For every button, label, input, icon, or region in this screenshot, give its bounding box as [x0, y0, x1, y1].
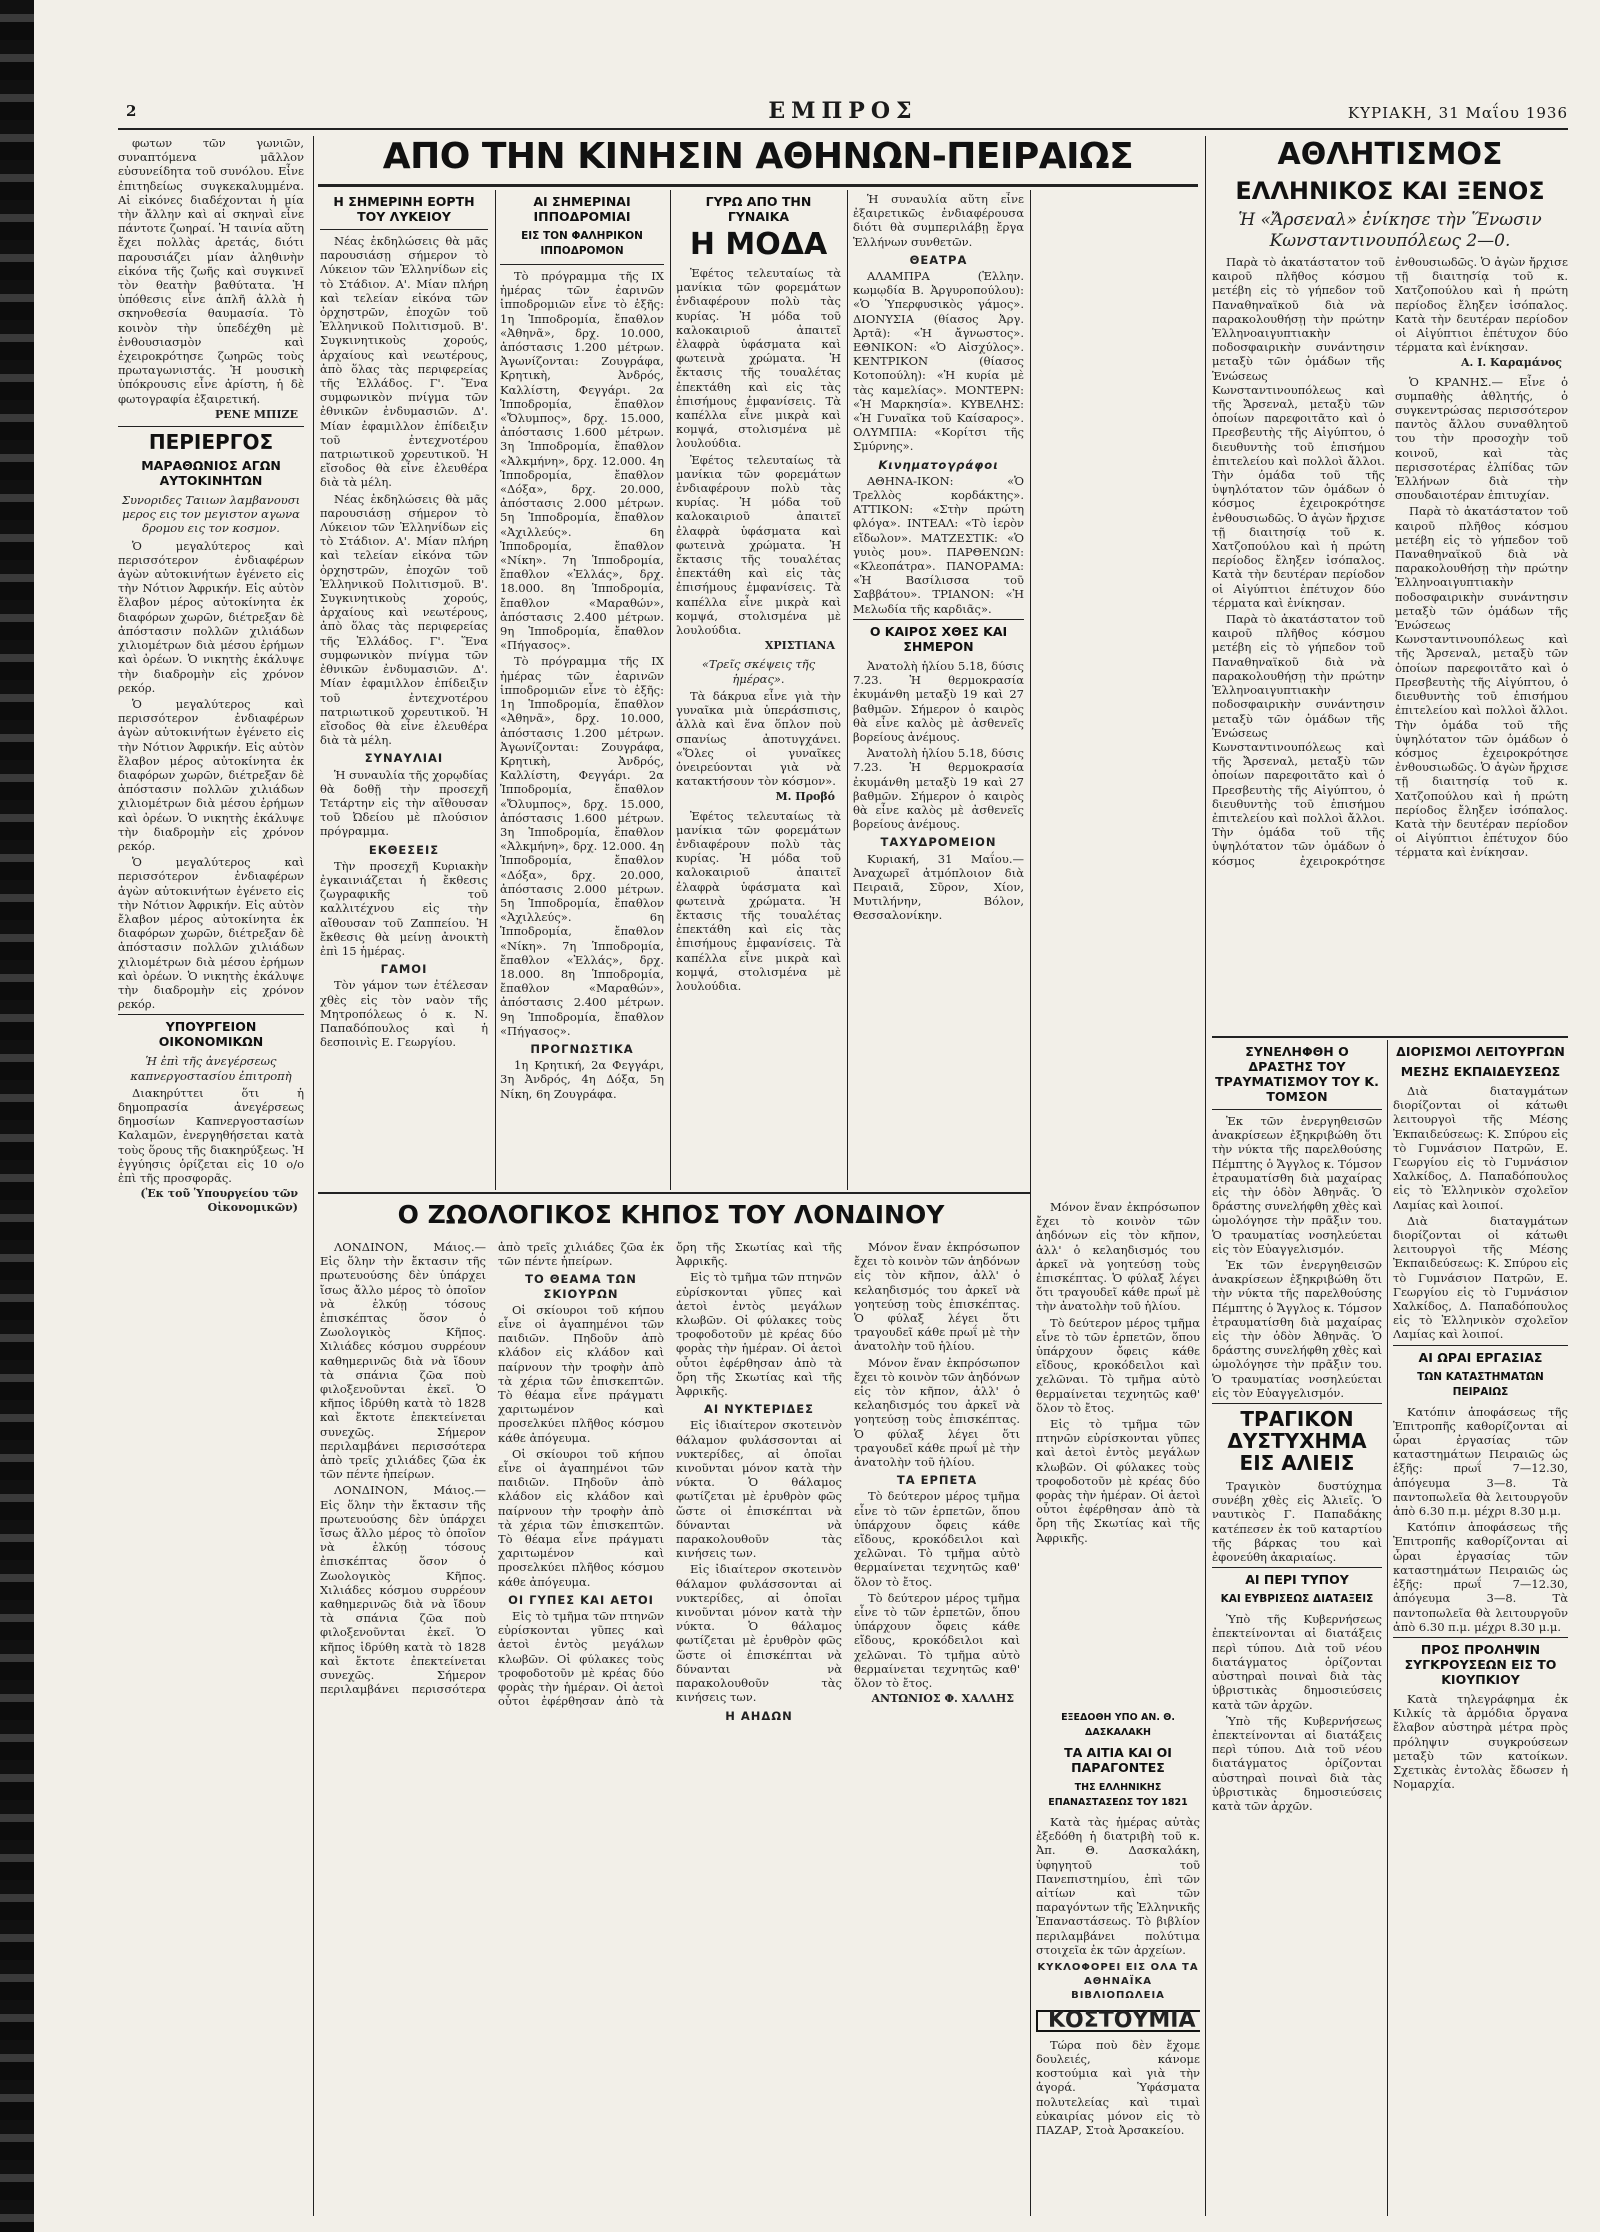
listings-text: ΑΘΗΝΑ-ΙΚΟΝ: «Ὁ Τρελλὸς κορδάκτης». ΑΤΤΙΚΟΝ: «Στὴν πρώτη φλόγα». ΙΝΤΕΑΛ: «Τὸ ἱερὸν εἴδωλον». ΜΑΤΖΕΣΤΙΚ: «Ὁ γυιὸς μου». ΠΑΡΘΕΝΩΝ: «Κλεοπάτρα». ΠΑΝΟΡΑΜΑ: «Ἡ Βασίλισσα τοῦ Σαββάτου». ΤΡΙΑΝΟΝ: «Ἡ Μελωδία τῆς καρδιᾶς». [853, 473, 1024, 616]
column-7 [1393, 1042, 1568, 2216]
article-text: Ὁ ΚΡΑΝΗΣ.— Εἶνε ὁ συμπαθὴς ἀθλητής, ὁ συγκεντρώσας περισσότερον παντὸς ἄλλου συναθλητοῦ του τὴν προσοχὴν τοῦ κοινοῦ, καὶ τὰς περισσοτέρας ἐλπίδας τῶν Ἑλλήνων διὰ τὴν σπουδαιοτέραν ἐπιτυχίαν. [1395, 374, 1568, 503]
article-headline: ΤΡΑΓΙΚΟΝ ΔΥΣΤΥΧΗΜΑ ΕΙΣ ΑΛΙΕΙΣ [1227, 1407, 1367, 1476]
article-text: Ὁ μεγαλύτερος καὶ περισσότερον ἐνδιαφέρων ἀγὼν αὐτοκινήτων ἐγένετο εἰς τὴν Νότιον Ἀφρικήν. Εἰς αὐτὸν ἔλαβον μέρος αὐτοκίνητα ἐκ διαφόρων χωρῶν, διέτρεξαν δὲ ἀπόστασιν πολλῶν χιλιάδων χιλιομέτρων διὰ μέσου ἐρήμων καὶ ὀρέων. Ὁ νικητὴς ἐκάλυψε τὴν διαδρομὴν εἰς χρόνον ρεκόρ. [118, 696, 304, 853]
masthead-rule [118, 128, 1568, 130]
divider [118, 426, 304, 427]
divider [853, 619, 1024, 620]
article-byline: (Ἐκ τοῦ Ὑπουργείου τῶν Οἰκονομικῶν) [140, 1187, 298, 1215]
section-heading: Η ΑΗΔΩΝ [725, 1708, 793, 1723]
column-rule [1387, 1040, 1388, 2216]
article-headline: ΠΡΟΣ ΠΡΟΛΗΨΙΝ ΣΥΓΚΡΟΥΣΕΩΝ ΕΙΣ ΤΟ ΚΙΟΥΠΚΙΟΥ [1404, 1641, 1557, 1687]
column-1 [118, 136, 304, 2216]
article-byline: ΡΕΝΕ ΜΠΙΖΕ [214, 407, 298, 421]
divider [1212, 1109, 1382, 1110]
section-heading: ΤΟ ΘΕΑΜΑ ΤΩΝ ΣΚΙΟΥΡΩΝ [525, 1272, 637, 1301]
column-rule [313, 136, 314, 2216]
section-heading: ΠΡΟΓΝΩΣΤΙΚΑ [530, 1041, 634, 1056]
article-text: Ὑπὸ τῆς Κυβερνήσεως ἐπεκτείνονται αἱ διατάξεις περὶ τύπου. Διὰ τοῦ νέου διατάγματος ὁρίζονται αὐστηραὶ ποιναὶ διὰ τὰς ὑβριστικὰς δημοσιεύσεις κατὰ τῶν ἀρχῶν. [1212, 1713, 1382, 1813]
section-kicker: ΕΞΕΔΟΘΗ ΥΠΟ ΑΝ. Θ. ΔΑΣΚΑΛΑΚΗ [1061, 1712, 1175, 1738]
section-heading: ΕΚΘΕΣΕΙΣ [368, 842, 440, 857]
article-text: Ὁ μεγαλύτερος καὶ περισσότερον ἐνδιαφέρων ἀγὼν αὐτοκινήτων ἐγένετο εἰς τὴν Νότιον Ἀφρικήν. Εἰς αὐτὸν ἔλαβον μέρος αὐτοκίνητα ἐκ διαφόρων χωρῶν, διέτρεξαν δὲ ἀπόστασιν πολλῶν χιλιάδων χιλιομέτρων διὰ μέσου ἐρήμων καὶ ὀρέων. Ὁ νικητὴς ἐκάλυψε τὴν διαδρομὴν εἰς χρόνον ρεκόρ. [118, 855, 304, 1012]
article-text: Τὸ πρόγραμμα τῆς ΙΧ ἡμέρας τῶν ἐαρινῶν ἱπποδρομιῶν εἶνε τὸ ἑξῆς: 1η Ἱπποδρομία, ἔπαθλον «Ἀθηνᾶ», δρχ. 10.000, ἀπόστασις 1.200 μέτρων. Ἀγωνίζονται: Ζουγράφα, Κρητικὴ, Ἀνδρός, Καλλίστη, Φεγγάρι. 2α Ἱπποδρομία, ἔπαθλον «Ὄλυμπος», δρχ. 15.000, ἀπόστασις 1.600 μέτρων. 3η Ἱπποδρομία, ἔπαθλον «Ἀλκμήνη», δρχ. 12.000. 4η Ἱπποδρομία, ἔπαθλον «Δόξα», δρχ. 20.000, ἀπόστασις 2.000 μέτρων. 5η Ἱπποδρομία, ἔπαθλον «Ἀχιλλεύς». 6η Ἱπποδρομία, ἔπαθλον «Νίκη». 7η Ἱπποδρομία, ἔπαθλον «Ἑλλάς», δρχ. 18.000. 8η Ἱπποδρομία, ἔπαθλον «Μαραθών», ἀπόστασις 2.400 μέτρων. 9η Ἱπποδρομία, ἔπαθλον «Πήγασος». [500, 269, 664, 653]
divider [500, 264, 664, 265]
article-text: 1η Κρητική, 2α Φεγγάρι, 3η Ἀνδρός, 4η Δόξα, 5η Νίκη, 6η Ζουγράφα. [500, 1058, 664, 1101]
article-text: Κατὰ τηλεγράφημα ἐκ Κιλκίς τὰ ἀρμόδια ὄργανα ἔλαβον αὐστηρὰ μέτρα πρὸς πρόληψιν συγκρούσεων μεταξὺ τῶν κατοίκων. Σχετικὰς ἐντολὰς ἔδωσεν ἡ Νομαρχία. [1393, 1691, 1568, 1792]
article-text: Τὰ δάκρυα εἶνε γιὰ τὴν γυναῖκα μιὰ ὑπεράσπισις, ἀλλὰ καὶ ἕνα ὅπλον ποὺ σπανίως ἀποτυγχάνει. «Ὅλες οἱ γυναῖκες ὀνειρεύονται γιὰ νὰ κατακτήσουν τὸν κόσμον». [676, 688, 841, 789]
article-text: ΛΟΝΔΙΝΟΝ, Μάιος.— Εἰς ὅλην τὴν ἔκτασιν τῆς πρωτευούσης δὲν ὑπάρχει ἴσως ἄλλο μέρος τὸ ὁποῖον νὰ ἑλκύῃ τόσους ἐπισκέπτας ὅσον ὁ Ζωολογικὸς Κῆπος. Χιλιάδες κόσμου συρρέουν καθημερινῶς διὰ νὰ ἴδουν τὰ σπάνια ζῶα ποὺ φιλοξενοῦνται ἐκεῖ. Ὁ κῆπος ἱδρύθη κατὰ τὸ 1828 καὶ ἔκτοτε ἐπεκτείνεται συνεχῶς. Σήμερον περιλαμβάνει περισσότερα ἀπὸ τρεῖς χιλιάδες ζῶα ἐκ τῶν πέντε ἠπείρων. [320, 1240, 486, 1482]
divider [1393, 1637, 1568, 1638]
article-headline: ΑΙ ΩΡΑΙ ΕΡΓΑΣΙΑΣ [1418, 1349, 1543, 1365]
zoo-article [320, 1240, 1020, 2216]
article-text: Κατὰ τὰς ἡμέρας αὐτὰς ἐξεδόθη ἡ διατριβὴ τοῦ κ. Ἀπ. Θ. Δασκαλάκη, ὑφηγητοῦ τοῦ Πανεπιστημίου, ἐπὶ τῶν αἰτίων καὶ τῶν παραγόντων τῆς Ἑλληνικῆς Ἐπαναστάσεως. Τὸ βιβλίον περιλαμβάνει πολύτιμα στοιχεῖα ἐκ τῶν ἀρχείων. [1036, 1815, 1200, 1957]
article-text: Τὸ δεύτερον μέρος τμῆμα εἶνε τὸ τῶν ἑρπετῶν, ὅπου ὑπάρχουν ὄφεις κάθε εἴδους, κροκόδειλοι καὶ χελῶναι. Τὸ τμῆμα αὐτὸ θερμαίνεται τεχνητῶς καθ' ὅλον τὸ ἔτος. [1036, 1315, 1200, 1415]
article-text: Εἰς ἰδιαίτερον σκοτεινὸν θάλαμον φυλάσσονται αἱ νυκτερίδες, αἱ ὁποῖαι κινοῦνται μόνον κατὰ τὴν νύκτα. Ὁ θάλαμος φωτίζεται μὲ ἐρυθρὸν φῶς ὥστε οἱ ἐπισκέπται νὰ δύνανται νὰ παρακολουθοῦν τὰς κινήσεις των. [676, 1418, 842, 1561]
availability-line: ΚΥΚΛΟΦΟΡΕΙ ΕΙΣ ΟΛΑ ΤΑ ΑΘΗΝΑΪΚΑ ΒΙΒΛΙΟΠΩΛΕΙΑ [1037, 1962, 1199, 2002]
column-2 [320, 192, 488, 1187]
section-heading: ΟΙ ΓΥΠΕΣ ΚΑΙ ΑΕΤΟΙ [508, 1592, 654, 1607]
article-text: Παρὰ τὸ ἀκατάστατον τοῦ καιροῦ πλῆθος κόσμου μετέβη εἰς τὸ γήπεδον τοῦ Παναθηναϊκοῦ διὰ νὰ παρακολουθήσῃ τὴν πρώτην Ἑλληνοαιγυπτιακὴν ποδοσφαιρικὴν συνάντησιν μεταξὺ τῶν ὁμάδων τῆς Ἑνώσεως Κωνσταντινουπόλεως καὶ τῆς Ἄρσεναλ, μεταξὺ τῶν ὁποίων παρεφοιτᾶτο καὶ ὁ Πρεσβευτὴς τῆς Αἰγύπτου, ὁ διευθυντὴς τοῦ ἐπισήμου ἐπιτελείου καὶ πολλοὶ ἄλλοι. Τὴν ὁμάδα τοῦ τῆς ὑψηλότατον τῶν ὁμάδων ὁ κόσμος ἐχειροκρότησε ἐνθουσιωδῶς. Ὁ ἀγὼν ἤρχισε τῇ διαιτησίᾳ τοῦ κ. Χατζοπούλου καὶ ἡ πρώτη περίοδος ἔληξεν ἰσόπαλος. Κατὰ τὴν δευτέραν περίοδον οἱ Αἰγύπτιοι ἐπέτυχον δύο τέρματα καὶ ἐνίκησαν. [1395, 504, 1568, 860]
divider [320, 229, 488, 230]
article-text: Τὸ δεύτερον μέρος τμῆμα εἶνε τὸ τῶν ἑρπετῶν, ὅπου ὑπάρχουν ὄφεις κάθε εἴδους, κροκόδειλοι καὶ χελῶναι. Τὸ τμῆμα αὐτὸ θερμαίνεται τεχνητῶς καθ' ὅλον τὸ ἔτος. [854, 1590, 1020, 1691]
article-subheadline: ΜΑΡΑΘΩΝΙΟΣ ΑΓΩΝ ΑΥΤΟΚΙΝΗΤΩΝ [141, 458, 281, 489]
sports-article [1212, 255, 1568, 868]
article-headline: ΣΥΝΕΛΗΦΘΗ Ο ΔΡΑΣΤΗΣ ΤΟΥ ΤΡΑΥΜΑΤΙΣΜΟΥ ΤΟΥ Κ. ΤΟΜΣΟΝ [1215, 1044, 1379, 1104]
newspaper-name: ΕΜΠΡΟΣ [768, 98, 918, 124]
article-byline: ΧΡΙΣΤΙΑΝΑ [764, 639, 835, 653]
article-text: Κατόπιν ἀποφάσεως τῆς Ἐπιτροπῆς καθορίζονται αἱ ὧραι ἐργασίας τῶν καταστημάτων Πειραιῶς ὡς ἑξῆς: πρωΐ 7—12.30, ἀπόγευμα 3—8. Τὰ παντοπωλεῖα θὰ λειτουργοῦν ἀπὸ 6.30 π.μ. μέχρι 8.30 μ.μ. [1393, 1404, 1568, 1519]
column-rule [495, 190, 496, 1190]
article-text: Τραγικὸν δυστύχημα συνέβη χθὲς εἰς Ἁλιεῖς. Ὁ ναυτικὸς Γ. Παπαδάκης κατέπεσεν ἐκ τοῦ καταρτίου τῆς βάρκας του καὶ ἐφονεύθη ἀκαριαίως. [1212, 1479, 1382, 1565]
article-headline: Η ΜΟΔΑ [689, 227, 828, 262]
section-heading: ΤΑΧΥΔΡΟΜΕΙΟΝ [880, 835, 997, 850]
divider [118, 1014, 304, 1015]
masthead [118, 98, 1568, 128]
article-text: Εἰς τὸ τμῆμα τῶν πτηνῶν εὑρίσκονται γῦπες καὶ ἀετοὶ ἐντὸς μεγάλων κλωβῶν. Οἱ φύλακες τοὺς τροφοδοτοῦν μὲ κρέας δύο φορὰς τὴν ἡμέραν. Οἱ ἀετοὶ οὗτοι ἐφέρθησαν ἀπὸ τὰ ὄρη τῆς Σκωτίας καὶ τῆς Ἀφρικῆς. [676, 1270, 842, 1399]
article-text: Διακηρύττει ὅτι ἡ δημοπρασία ἀνεγέρσεως δημοσίων Καπνεργοστασίων Καλαμῶν, ἐνεργηθήσεται κατὰ τοὺς ὅρους τῆς διακηρύξεως. Ἡ ἐγγύησις ὁρίζεται εἰς 10 ο/ο ἐπὶ τῆς προσφορᾶς. [118, 1085, 304, 1185]
column-6 [1212, 1042, 1382, 2216]
section-heading: ΓΑΜΟΙ [380, 962, 428, 977]
book-announcement [1036, 1708, 1200, 2216]
article-text: Ἐκ τῶν ἐνεργηθεισῶν ἀνακρίσεων ἐξηκριβώθη ὅτι τὴν νύκτα τῆς παρελθούσης Πέμπτης ὁ Ἄγγλος κ. Τόμσον ἐτραυματίσθη διὰ μαχαίρας εἰς τὴν ὁδὸν Ἀθηνᾶς. Ὁ δράστης συνελήφθη χθὲς καὶ ὡμολόγησε τὴν πρᾶξιν του. Ὁ τραυματίας νοσηλεύεται εἰς τὸν Εὐαγγελισμόν. [1212, 1114, 1382, 1256]
article-text: Μόνον ἕναν ἐκπρόσωπον ἔχει τὸ κοινὸν τῶν ἀηδόνων εἰς τὸν κῆπον, ἀλλ' ὁ κελαηδισμός του ἀρκεῖ νὰ γοητεύσῃ τοὺς ἐπισκέπτας. Ὁ φύλαξ λέγει ὅτι τραγουδεῖ κάθε πρωΐ μὲ τὴν ἀνατολὴν τοῦ ἡλίου. [854, 1240, 1020, 1354]
costume-ad [1036, 2007, 1200, 2033]
article-text: Οἱ σκίουροι τοῦ κήπου εἶνε οἱ ἀγαπημένοι τῶν παιδιῶν. Πηδοῦν ἀπὸ κλάδον εἰς κλάδον καὶ παίρνουν τὴν τροφὴν ἀπὸ τὰ χέρια τῶν ἐπισκεπτῶν. Τὸ θέαμα εἶνε πράγματι χαριτωμένον καὶ προσελκύει πλῆθος κόσμου κάθε ἀπόγευμα. [498, 1302, 664, 1445]
article-subheadline: ΚΑΙ ΕΥΒΡΙΣΕΩΣ ΔΙΑΤΑΞΕΙΣ [1220, 1593, 1374, 1606]
article-headline: ΠΕΡΙΕΡΓΟΣ [148, 430, 274, 455]
article-headline: ΥΠΟΥΡΓΕΙΟΝ ΟΙΚΟΝΟΜΙΚΩΝ [158, 1019, 264, 1050]
article-text: Διὰ διαταγμάτων διορίζονται οἱ κάτωθι λειτουργοὶ τῆς Μέσης Ἐκπαιδεύσεως: Κ. Σπύρου εἰς τὸ Γυμνάσιον Πατρῶν, Ε. Γεωργίου εἰς τὸ Γυμνάσιον Χαλκίδος, Δ. Παπαδόπουλος εἰς τὸ Ἑλληνικὸν σχολεῖον Λαμίας καὶ λοιποί. [1393, 1084, 1568, 1212]
section-kicker: ΓΥΡΩ ΑΠΟ ΤΗΝ ΓΥΝΑΙΚΑ [705, 194, 812, 224]
column-rule [1030, 190, 1031, 2216]
article-subheadline: ΤΗΣ ΕΛΛΗΝΙΚΗΣ ΕΠΑΝΑΣΤΑΣΕΩΣ ΤΟΥ 1821 [1048, 1782, 1188, 1808]
section-rule [1212, 1036, 1568, 1038]
section-title: ΑΘΛΗΤΙΣΜΟΣ [1277, 137, 1503, 172]
divider [1212, 1567, 1382, 1568]
article-text: Διὰ διαταγμάτων διορίζονται οἱ κάτωθι λειτουργοὶ τῆς Μέσης Ἐκπαιδεύσεως: Κ. Σπύρου εἰς τὸ Γυμνάσιον Πατρῶν, Ε. Γεωργίου εἰς τὸ Γυμνάσιον Χαλκίδος, Δ. Παπαδόπουλος εἰς τὸ Ἑλληνικὸν σχολεῖον Λαμίας καὶ λοιποί. [1393, 1213, 1568, 1342]
section-subtitle: ΕΛΛΗΝΙΚΟΣ ΚΑΙ ΞΕΝΟΣ [1235, 177, 1545, 205]
column-4 [676, 192, 841, 1187]
article-text: ΛΟΝΔΙΝΟΝ, Μάιος.— Εἰς ὅλην τὴν ἔκτασιν τῆς πρωτευούσης δὲν ὑπάρχει ἴσως ἄλλο μέρος τὸ ὁποῖον νὰ ἑλκύῃ τόσους ἐπισκέπτας ὅσον ὁ Ζωολογικὸς Κῆπος. Χιλιάδες κόσμου συρρέουν καθημερινῶς διὰ νὰ ἴδουν τὰ σπάνια ζῶα ποὺ φιλοξενοῦνται ἐκεῖ. Ὁ κῆπος ἱδρύθη κατὰ τὸ 1828 καὶ ἔκτοτε ἐπεκτείνεται συνεχῶς. Σήμερον περιλαμβάνει περισσότερα ἀπὸ τρεῖς χιλιάδες ζῶα ἐκ τῶν πέντε ἠπείρων. [320, 1240, 664, 1697]
section-heading: ΑΙ ΝΥΚΤΕΡΙΔΕΣ [703, 1402, 815, 1417]
column-rule [847, 190, 848, 1190]
article-text: Νέας ἐκδηλώσεις θὰ μᾶς παρουσιάσῃ σήμερον τὸ Λύκειον τῶν Ἑλληνίδων εἰς τὸ Στάδιον. Α'. Μίαν πλήρη καὶ τελείαν εἰκόνα τῶν ὀρχηστρῶν, ἐποχῶν τοῦ Ἑλληνικοῦ Πολιτισμοῦ. Β'. Συγκινητικοὺς χορούς, ἀρχαίους καὶ νεωτέρους, ἀπὸ ὅλας τὰς περιφερείας τῆς Ἑλλάδος. Γ'. Ἕνα συμφωνικὸν πνίγμα τῶν ἐθνικῶν ἐνδυμασιῶν. Δ'. Μίαν ἐφαμιλλον ἐπίδειξιν τοῦ ἐντεχνοτέρου πατριωτικοῦ χορευτικοῦ. Ἡ εἴσοδος θὰ εἶνε ἐλευθέρα διὰ τὰ μέλη. [320, 491, 488, 748]
article-text: Παρὰ τὸ ἀκατάστατον τοῦ καιροῦ πλῆθος κόσμου μετέβη εἰς τὸ γήπεδον τοῦ Παναθηναϊκοῦ διὰ νὰ παρακολουθήσῃ τὴν πρώτην Ἑλληνοαιγυπτιακὴν ποδοσφαιρικὴν συνάντησιν μεταξὺ τῶν ὁμάδων τῆς Ἑνώσεως Κωνσταντινουπόλεως καὶ τῆς Ἄρσεναλ, μεταξὺ τῶν ὁποίων παρεφοιτᾶτο καὶ ὁ Πρεσβευτὴς τῆς Αἰγύπτου, ὁ διευθυντὴς τοῦ ἐπισήμου ἐπιτελείου καὶ πολλοὶ ἄλλοι. Τὴν ὁμάδα τοῦ τῆς ὑψηλότατον τῶν ὁμάδων ὁ κόσμος ἐχειροκρότησε ἐνθουσιωδῶς. Ὁ ἀγὼν ἤρχισε τῇ διαιτησίᾳ τοῦ κ. Χατζοπούλου καὶ ἡ πρώτη περίοδος ἔληξεν ἰσόπαλος. Κατὰ τὴν δευτέραν περίοδον οἱ Αἰγύπτιοι ἐπέτυχον δύο τέρματα καὶ ἐνίκησαν. [1212, 255, 1568, 868]
article-text: Ἐφέτος τελευταίως τὰ μανίκια τῶν φορεμάτων ἐνδιαφέρουν πολὺ τὰς κυρίας. Ἡ μόδα τοῦ καλοκαιριοῦ ἀπαιτεῖ ἐλαφρὰ ὑφάσματα καὶ φωτεινὰ χρώματα. Ἡ ἔκτασις τῆς τουαλέτας ἐπεκτάθη καὶ εἰς τὰς ἐπισήμους ἐμφανίσεις. Τὰ καπέλλα εἶνε μικρὰ καὶ κομψά, στολισμένα μὲ λουλούδια. [676, 266, 841, 451]
article-headline: ΤΑ ΑΙΤΙΑ ΚΑΙ ΟΙ ΠΑΡΑΓΟΝΤΕΣ [1064, 1745, 1172, 1775]
listings-text: ΑΛΑΜΠΡΑ (Ἑλλην. κωμῳδία Β. Ἀργυροπούλου): «Ὁ Ὑπερφυσικὸς γάμος». ΔΙΟΝΥΣΙΑ (θίασος Ἀργ. Ἀρτᾶ): «Ἡ ἄγνωστος». ΕΘΝΙΚΟΝ: «Ὁ Αἰσχύλος». ΚΕΝΤΡΙΚΟΝ (θίασος Κοτοπούλη): «Ἡ κυρία μὲ τὰς καμελίας». ΜΟΝΤΕΡΝ: «Ἡ Μαρκησία». ΚΥΒΕΛΗΣ: «Ἡ Γυναῖκα τοῦ Καίσαρος». ΟΛΥΜΠΙΑ: «Κορίτσι τῆς Σμύρνης». [853, 269, 1024, 454]
article-text: Ἡ συναυλία αὕτη εἶνε ἐξαιρετικῶς ἐνδιαφέρουσα διότι θὰ συμπεριλάβῃ ἔργα Ἑλλήνων συνθετῶν. [853, 192, 1024, 249]
article-text: Εἰς τὸ τμῆμα τῶν πτηνῶν εὑρίσκονται γῦπες καὶ ἀετοὶ ἐντὸς μεγάλων κλωβῶν. Οἱ φύλακες τοὺς τροφοδοτοῦν μὲ κρέας δύο φορὰς τὴν ἡμέραν. Οἱ ἀετοὶ οὗτοι ἐφέρθησαν ἀπὸ τὰ ὄρη τῆς Σκωτίας καὶ τῆς Ἀφρικῆς. [498, 1240, 842, 1709]
article-text: Τὸν γάμον των ἐτέλεσαν χθὲς εἰς τὸν ναὸν τῆς Μητροπόλεως ὁ κ. Ν. Παπαδόπουλος καὶ ἡ δεσποινὶς Ε. Γεωργίου. [320, 978, 488, 1050]
column-rule [670, 190, 671, 1190]
article-text: Ὁ μεγαλύτερος καὶ περισσότερον ἐνδιαφέρων ἀγὼν αὐτοκινήτων ἐγένετο εἰς τὴν Νότιον Ἀφρικήν. Εἰς αὐτὸν ἔλαβον μέρος αὐτοκίνητα ἐκ διαφόρων χωρῶν, διέτρεξαν δὲ ἀπόστασιν πολλῶν χιλιάδων χιλιομέτρων διὰ μέσου ἐρήμων καὶ ὀρέων. Ὁ νικητὴς ἐκάλυψε τὴν διαδρομὴν εἰς χρόνον ρεκόρ. [118, 538, 304, 695]
issue-date: ΚΥΡΙΑΚΗ, 31 Μαΐου 1936 [1347, 104, 1568, 122]
article-text: Εἰς ἰδιαίτερον σκοτεινὸν θάλαμον φυλάσσονται αἱ νυκτερίδες, αἱ ὁποῖαι κινοῦνται μόνον κατὰ τὴν νύκτα. Ὁ θάλαμος φωτίζεται μὲ ἐρυθρὸν φῶς ὥστε οἱ ἐπισκέπται νὰ δύνανται νὰ παρακολουθοῦν τὰς κινήσεις των. [676, 1562, 842, 1705]
section-heading: ΤΑ ΕΡΠΕΤΑ [896, 1473, 978, 1488]
main-banner-headline: ΑΠΟ ΤΗΝ ΚΙΝΗΣΙΝ ΑΘΗΝΩΝ-ΠΕΙΡΑΙΩΣ [382, 136, 1134, 177]
article-text: Ἐφέτος τελευταίως τὰ μανίκια τῶν φορεμάτων ἐνδιαφέρουν πολὺ τὰς κυρίας. Ἡ μόδα τοῦ καλοκαιριοῦ ἀπαιτεῖ ἐλαφρὰ ὑφάσματα καὶ φωτεινὰ χρώματα. Ἡ ἔκτασις τῆς τουαλέτας ἐπεκτάθη καὶ εἰς τὰς ἐπισήμους ἐμφανίσεις. Τὰ καπέλλα εἶνε μικρὰ καὶ κομψά, στολισμένα μὲ λουλούδια. [676, 808, 841, 993]
article-deck: «Τρεῖς σκέψεις τῆς ἡμέρας». [701, 657, 816, 686]
article-text: Ἐκ τῶν ἐνεργηθεισῶν ἀνακρίσεων ἐξηκριβώθη ὅτι τὴν νύκτα τῆς παρελθούσης Πέμπτης ὁ Ἄγγλος κ. Τόμσον ἐτραυματίσθη διὰ μαχαίρας εἰς τὴν ὁδὸν Ἀθηνᾶς. Ὁ δράστης συνελήφθη χθὲς καὶ ὡμολόγησε τὴν πρᾶξιν του. Ὁ τραυματίας νοσηλεύεται εἰς τὸν Εὐαγγελισμόν. [1212, 1258, 1382, 1400]
article-deck: Ἡ «Ἄρσεναλ» ἐνίκησε τὴν Ἕνωσιν Κωνσταντινουπόλεως 2—0. [1238, 210, 1542, 251]
article-headline: ΔΙΟΡΙΣΜΟΙ ΛΕΙΤΟΥΡΓΩΝ [1396, 1044, 1565, 1059]
article-text: Τὸ δεύτερον μέρος τμῆμα εἶνε τὸ τῶν ἑρπετῶν, ὅπου ὑπάρχουν ὄφεις κάθε εἴδους, κροκόδειλοι καὶ χελῶναι. Τὸ τμῆμα αὐτὸ θερμαίνεται τεχνητῶς καθ' ὅλον τὸ ἔτος. [854, 1489, 1020, 1589]
page-number: 2 [126, 102, 137, 120]
article-headline: ΑΙ ΠΕΡΙ ΤΥΠΟΥ [1245, 1572, 1349, 1588]
article-subheadline: ΕΙΣ ΤΟΝ ΦΑΛΗΡΙΚΟΝ ΙΠΠΟΔΡΟΜΟΝ [521, 230, 643, 257]
column-rule [1205, 136, 1206, 2216]
article-headline: ΑΙ ΣΗΜΕΡΙΝΑΙ ΙΠΠΟΔΡΟΜΙΑΙ [533, 194, 631, 224]
article-text: Ἀνατολὴ ἡλίου 5.18, δύσις 7.23. Ἡ θερμοκρασία ἐκυμάνθη μεταξὺ 19 καὶ 27 βαθμῶν. Σήμερον ὁ καιρὸς θὰ εἶνε καλὸς μὲ ἀσθενεῖς βορείους ἀνέμους. [853, 658, 1024, 744]
article-text: Κυριακή, 31 Μαΐου.— Ἀναχωρεῖ ἀτμόπλοιον διὰ Πειραιᾶ, Σῦρον, Χίον, Μυτιλήνην, Βόλον, Θεσσαλονίκην. [853, 851, 1024, 923]
banner-rule [318, 184, 1198, 187]
article-text: Τὸ πρόγραμμα τῆς ΙΧ ἡμέρας τῶν ἐαρινῶν ἱπποδρομιῶν εἶνε τὸ ἑξῆς: 1η Ἱπποδρομία, ἔπαθλον «Ἀθηνᾶ», δρχ. 10.000, ἀπόστασις 1.200 μέτρων. Ἀγωνίζονται: Ζουγράφα, Κρητικὴ, Ἀνδρός, Καλλίστη, Φεγγάρι. 2α Ἱπποδρομία, ἔπαθλον «Ὄλυμπος», δρχ. 15.000, ἀπόστασις 1.600 μέτρων. 3η Ἱπποδρομία, ἔπαθλον «Ἀλκμήνη», δρχ. 12.000. 4η Ἱπποδρομία, ἔπαθλον «Δόξα», δρχ. 20.000, ἀπόστασις 2.000 μέτρων. 5η Ἱπποδρομία, ἔπαθλον «Ἀχιλλεύς». 6η Ἱπποδρομία, ἔπαθλον «Νίκη». 7η Ἱπποδρομία, ἔπαθλον «Ἑλλάς», δρχ. 18.000. 8η Ἱπποδρομία, ἔπαθλον «Μαραθών», ἀπόστασις 2.400 μέτρων. 9η Ἱπποδρομία, ἔπαθλον «Πήγασος». [500, 654, 664, 1038]
article-byline: ΑΝΤΩΝΙΟΣ Φ. ΧΑΛΛΗΣ [871, 1692, 1014, 1706]
article-subheadline: ΜΕΣΗΣ ΕΚΠΑΙΔΕΥΣΕΩΣ [1400, 1064, 1561, 1079]
ad-text: Τώρα ποὺ δὲν ἔχομε δουλειές, κάνομε κοστούμια καὶ γιὰ τὴν ἀγορά. Ὑφάσματα πολυτελείας καὶ τιμαὶ εὐκαιρίας μόνον εἰς τὸ ΠΑΖΑΡ, Στοὰ Ἀρσακείου. [1036, 2037, 1200, 2138]
article-subheadline: ΤΩΝ ΚΑΤΑΣΤΗΜΑΤΩΝ ΠΕΙΡΑΙΩΣ [1417, 1370, 1544, 1398]
article-text: Τὴν προσεχῆ Κυριακὴν ἐγκαινιάζεται ἡ ἔκθεσις ζωγραφικῆς τοῦ καλλιτέχνου εἰς τὴν αἴθουσαν τοῦ Ζαππείου. Ἡ ἔκθεσις θὰ μείνῃ ἀνοικτὴ ἐπὶ 15 ἡμέρας. [320, 858, 488, 958]
section-rule [318, 1192, 1030, 1194]
zoo-headline: Ο ΖΩΟΛΟΓΙΚΟΣ ΚΗΠΟΣ ΤΟΥ ΛΟΝΔΙΝΟΥ [397, 1200, 945, 1229]
costume-ad-title: ΚΟΣΤΟΥΜΙΑ [1036, 2010, 1200, 2032]
article-text: Ἐφέτος τελευταίως τὰ μανίκια τῶν φορεμάτων ἐνδιαφέρουν πολὺ τὰς κυρίας. Ἡ μόδα τοῦ καλοκαιριοῦ ἀπαιτεῖ ἐλαφρὰ ὑφάσματα καὶ φωτεινὰ χρώματα. Ἡ ἔκτασις τῆς τουαλέτας ἐπεκτάθη καὶ εἰς τὰς ἐπισήμους ἐμφανίσεις. Τὰ καπέλλα εἶνε μικρὰ καὶ κομψά, στολισμένα μὲ λουλούδια. [676, 452, 841, 638]
article-deck: Συνοριδες Ταιιων λαμβανουσι μερος εις τον μεγιστον αγωνα δρομου εις τον κοσμον. [121, 493, 301, 536]
article-text: φωτων τῶν γωνιῶν, συναπτόμενα μᾶλλον εὐσυνείδητα τοῦ συνόλου. Εἶνε ἐπιτηδείως συγκεκαλυμμένα. Αἱ εἰκόνες διαδέχονται ἡ μία τὴν ἄλλην καὶ αἱ σκηναὶ εἶνε πάντοτε ζωηραί. Ἡ ταινία αὕτη ἔχει πολλὰς ἀρετάς, διότι παρουσιάζει μίαν ἀληθινὴν εἰκόνα τῆς ζωῆς καὶ συγκινεῖ τὸν θεατὴν βαθύτατα. Ἡ ὑπόθεσις εἶνε ἁπλῆ ἀλλὰ ἡ σκηνοθεσία θαυμασία. Τὸ κοινὸν τὴν ὑπεδέχθη μὲ ἐνθουσιασμὸν καὶ ἐχειροκρότησε ζωηρῶς τοὺς πρωταγωνιστάς. Ἡ μουσικὴ ὑπόκρουσις εἶνε ἀρίστη, ἡ δὲ φωτογραφία ἐξαιρετική. [118, 136, 304, 406]
section-heading: Κινηματογράφοι [878, 457, 999, 472]
article-headline: Η ΣΗΜΕΡΙΝΗ ΕΟΡΤΗ ΤΟΥ ΛΥΚΕΙΟΥ [333, 194, 475, 224]
section-heading: ΘΕΑΤΡΑ [909, 252, 968, 267]
article-text: Ὑπὸ τῆς Κυβερνήσεως ἐπεκτείνονται αἱ διατάξεις περὶ τύπου. Διὰ τοῦ νέου διατάγματος ὁρίζονται αὐστηραὶ ποιναὶ διὰ τὰς ὑβριστικὰς δημοσιεύσεις κατὰ τῶν ἀρχῶν. [1212, 1612, 1382, 1712]
divider [1212, 1403, 1382, 1404]
page-binding-edge [0, 0, 34, 2232]
column-zoo-continuation [1036, 1200, 1200, 1700]
column-5 [853, 192, 1024, 1187]
article-deck: Ἡ ἐπὶ τῆς ἀνεγέρσεως καπνεργοστασίου ἐπιτροπὴ [130, 1054, 292, 1083]
article-byline: Α. Ι. Καραμάνος [1461, 356, 1562, 370]
article-text: Εἰς τὸ τμῆμα τῶν πτηνῶν εὑρίσκονται γῦπες καὶ ἀετοὶ ἐντὸς μεγάλων κλωβῶν. Οἱ φύλακες τοὺς τροφοδοτοῦν μὲ κρέας δύο φορὰς τὴν ἡμέραν. Οἱ ἀετοὶ οὗτοι ἐφέρθησαν ἀπὸ τὰ ὄρη τῆς Σκωτίας καὶ τῆς Ἀφρικῆς. [1036, 1417, 1200, 1545]
section-heading: ΣΥΝΑΥΛΙΑΙ [364, 751, 444, 766]
sports-section [1212, 136, 1568, 1036]
article-text: Παρὰ τὸ ἀκατάστατον τοῦ καιροῦ πλῆθος κόσμου μετέβη εἰς τὸ γήπεδον τοῦ Παναθηναϊκοῦ διὰ νὰ παρακολουθήσῃ τὴν πρώτην Ἑλληνοαιγυπτιακὴν ποδοσφαιρικὴν συνάντησιν μεταξὺ τῶν ὁμάδων τῆς Ἑνώσεως Κωνσταντινουπόλεως καὶ τῆς Ἄρσεναλ, μεταξὺ τῶν ὁποίων παρεφοιτᾶτο καὶ ὁ Πρεσβευτὴς τῆς Αἰγύπτου, ὁ διευθυντὴς τοῦ ἐπισήμου ἐπιτελείου καὶ πολλοὶ ἄλλοι. Τὴν ὁμάδα τοῦ τῆς ὑψηλότατον τῶν ὁμάδων ὁ κόσμος ἐχειροκρότησε ἐνθουσιωδῶς. Ὁ ἀγὼν ἤρχισε τῇ διαιτησίᾳ τοῦ κ. Χατζοπούλου καὶ ἡ πρώτη περίοδος ἔληξεν ἰσόπαλος. Κατὰ τὴν δευτέραν περίοδον οἱ Αἰγύπτιοι ἐπέτυχον δύο τέρματα καὶ ἐνίκησαν. [1212, 255, 1385, 610]
divider [1393, 1345, 1568, 1346]
article-text: Οἱ σκίουροι τοῦ κήπου εἶνε οἱ ἀγαπημένοι τῶν παιδιῶν. Πηδοῦν ἀπὸ κλάδον εἰς κλάδον καὶ παίρνουν τὴν τροφὴν ἀπὸ τὰ χέρια τῶν ἐπισκεπτῶν. Τὸ θέαμα εἶνε πράγματι χαριτωμένον καὶ προσελκύει πλῆθος κόσμου κάθε ἀπόγευμα. [498, 1446, 664, 1589]
article-byline: Μ. Προβό [775, 790, 835, 804]
article-headline: Ο ΚΑΙΡΟΣ ΧΘΕΣ ΚΑΙ ΣΗΜΕΡΟΝ [869, 623, 1008, 654]
article-text: Μόνον ἕναν ἐκπρόσωπον ἔχει τὸ κοινὸν τῶν ἀηδόνων εἰς τὸν κῆπον, ἀλλ' ὁ κελαηδισμός του ἀρκεῖ νὰ γοητεύσῃ τοὺς ἐπισκέπτας. Ὁ φύλαξ λέγει ὅτι τραγουδεῖ κάθε πρωΐ μὲ τὴν ἀνατολὴν τοῦ ἡλίου. [1036, 1200, 1200, 1314]
article-text: Νέας ἐκδηλώσεις θὰ μᾶς παρουσιάσῃ σήμερον τὸ Λύκειον τῶν Ἑλληνίδων εἰς τὸ Στάδιον. Α'. Μίαν πλήρη καὶ τελείαν εἰκόνα τῶν ὀρχηστρῶν, ἐποχῶν τοῦ Ἑλληνικοῦ Πολιτισμοῦ. Β'. Συγκινητικοὺς χορούς, ἀρχαίους καὶ νεωτέρους, ἀπὸ ὅλας τὰς περιφερείας τῆς Ἑλλάδος. Γ'. Ἕνα συμφωνικὸν πνίγμα τῶν ἐθνικῶν ἐνδυμασιῶν. Δ'. Μίαν ἐφαμιλλον ἐπίδειξιν τοῦ ἐντεχνοτέρου πατριωτικοῦ χορευτικοῦ. Ἡ εἴσοδος θὰ εἶνε ἐλευθέρα διὰ τὰ μέλη. [320, 234, 488, 490]
article-text: Ἀνατολὴ ἡλίου 5.18, δύσις 7.23. Ἡ θερμοκρασία ἐκυμάνθη μεταξὺ 19 καὶ 27 βαθμῶν. Σήμερον ὁ καιρὸς θὰ εἶνε καλὸς μὲ ἀσθενεῖς βορείους ἀνέμους. [853, 746, 1024, 832]
column-3 [500, 192, 664, 1187]
article-text: Μόνον ἕναν ἐκπρόσωπον ἔχει τὸ κοινὸν τῶν ἀηδόνων εἰς τὸν κῆπον, ἀλλ' ὁ κελαηδισμός του ἀρκεῖ νὰ γοητεύσῃ τοὺς ἐπισκέπτας. Ὁ φύλαξ λέγει ὅτι τραγουδεῖ κάθε πρωΐ μὲ τὴν ἀνατολὴν τοῦ ἡλίου. [854, 1355, 1020, 1470]
article-text: Ἡ συναυλία τῆς χορῳδίας θὰ δοθῇ τὴν προσεχῆ Τετάρτην εἰς τὴν αἴθουσαν τοῦ Ὠδείου μὲ πλούσιον πρόγραμμα. [320, 767, 488, 839]
article-text: Κατόπιν ἀποφάσεως τῆς Ἐπιτροπῆς καθορίζονται αἱ ὧραι ἐργασίας τῶν καταστημάτων Πειραιῶς ὡς ἑξῆς: πρωΐ 7—12.30, ἀπόγευμα 3—8. Τὰ παντοπωλεῖα θὰ λειτουργοῦν ἀπὸ 6.30 π.μ. μέχρι 8.30 μ.μ. [1393, 1520, 1568, 1634]
